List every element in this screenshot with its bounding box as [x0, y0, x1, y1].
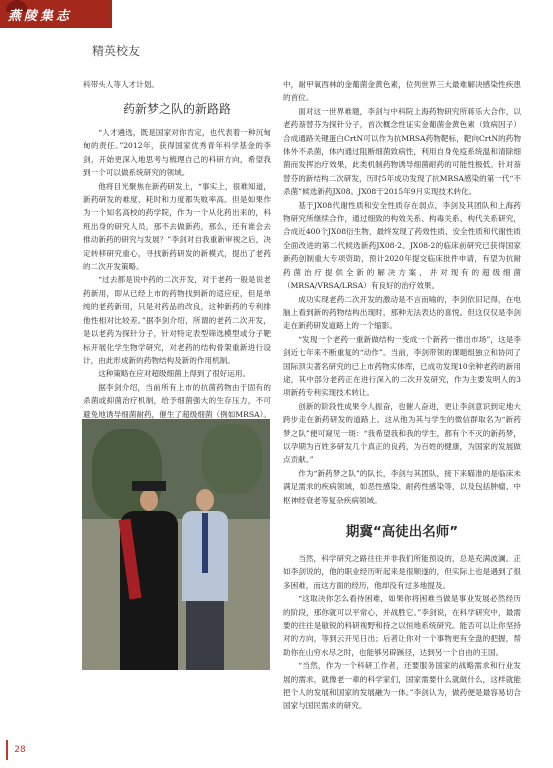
graduate-cap: [132, 481, 166, 491]
professor-tie: [202, 513, 208, 573]
graduate-head: [140, 489, 158, 511]
paragraph: 中，耐甲氧西林的金葡菌金黄色素，位列世界三大最难解决感染性疾患的首位。: [283, 80, 521, 103]
logo-text: 燕陵集志: [8, 9, 73, 24]
left-column: [83, 126, 271, 434]
paragraph: “当然，作为一个科研工作者，还要服务国家的战略需求和行业发展的需求，就像老一辈的科学家们，国家需要什么就做什么，这样就能把个人的发展和国家的发展融为一体。”李剑认为，做药便是最容易切合国家与国民需求的研究。: [283, 661, 521, 711]
paragraph: 成功实现老药二次开发的激动是不言而喻的，李剑依旧记得，在电脑上看到新的药物结构出现时，那种无法表达的喜悦。但这仅仅是李剑走在新药研发道路上的一个缩影。: [283, 294, 521, 331]
section-title: 精英校友: [92, 44, 141, 58]
tree-shape: [202, 424, 262, 494]
page-number: 28: [6, 740, 32, 760]
paragraph: “人才遴选，既是国家对你肯定，也代表着一种沉甸甸的责任。”2012年，获得国家优秀青年科学基金的李剑，开始更深入地思考与梳理自己的科研方向，希望我到一个可以做系统研究的领域。: [83, 128, 271, 178]
paragraph: 这种策略在应对超级细菌上得到了很好运用。: [98, 369, 251, 379]
right-column-lower: [283, 552, 521, 713]
graduation-photo: [82, 419, 270, 670]
paragraph: 面对这一世界难题，李剑与中科院上海药物研究所蒋乐大合作，以老药萘替芬为探针分子，首次概念性证实金葡菌金黄色素（致病因子）合成通路关键蛋白CrtN可以作为抗MRSA药物靶标，靶向CrtN的药物体外不杀菌，体内通过阻断细菌致病性，利用自身免疫系统温和清除细菌而发挥治疗效果，此类机制药物诱导细菌耐药的可能性极低。针对萘替芬的新结构二次研发，历时5年成功发现了抗MRSA感染的第一代“不杀菌”候选新药JX08。JX08于2015年9月实现技术转化。: [283, 106, 521, 197]
subheading-new-path: 药新梦之队的新路路: [122, 102, 231, 116]
right-column: [283, 78, 521, 507]
paragraph: “过去都是说中药的二次开发，对于老药一般是说老药新用，即从已经上市的药物找到新的适应症，但是单纯的老药新用，只是对药品的改良，这种新药的专利排他性相对比较差。”据李剑介绍，所谓的老药二次开发，是以老药为探针分子，针对特定表型筛选模型或分子靶标开展化学生物学研究，对老药的结构骨架重新进行设计，由此形成新的药物结构及新的作用机制。: [83, 275, 271, 365]
professor-pants: [186, 601, 224, 670]
paragraph: 据李剑介绍，当前所有上市的抗菌药物由于固有的杀菌或抑菌治疗机制，给予细菌强大的生存压力，不可避免地诱导细菌耐药，催生了超级细菌（例如MRSA）。: [83, 382, 271, 419]
professor-head: [196, 489, 214, 511]
paragraph: “这取决你怎么看待困难，如果你将困难当做是事业发展必然经历的阶段，那你就可以平常心，并战胜它。”李剑说，在科学研究中，最需要的往往是敏锐的科研视野和持之以恒地系统研究。能否可以让你坚持对的方向，等到云开见日出；后者让你对一个事物更有全盘的把握，帮助你在山穷水尽之时，也能够另辟蹊径，达到另一个自由的王国。: [283, 594, 521, 657]
magazine-logo: [0, 0, 112, 28]
paragraph: 科带头人等人才计划。: [83, 80, 159, 89]
paragraph: 当然，科学研究之路往往并非我们所能预设的，总是充满波澜。正如李剑说的，他的职业经历听起来是很顺遂的，但实际上也是遇到了很多困难，而这方面的经历，他却没有过多地提及。: [283, 554, 521, 590]
paragraph: 基于JX08代谢性质和安全性质存在弱点，李剑及其团队和上海药物研究所继续合作，通过细致的构效关系、构毒关系、构代关系研究，合成近400个JX08衍生物，最终发现了药效性质、安全性质和代谢性质全面改进的第二代候选新药JX08-2。JX08-2的临床前研究已获得国家新药创制重大专项资助，预计2020年提交临床批件申请，有望为抗耐药菌治疗提供全新的解决方案，并对现有的超级细菌（MRSA/VRSA/LRSA）有良好的治疗效果。: [283, 200, 521, 291]
paragraph: 创新的阶段性成果令人振奋，也催人奋进，更让李剑意识到定地大跨步走在新药研发的道路上。这从他为其与学生的微信群取名为“新药梦之队”便可窥见一斑：“我希望我和我的学生，都有个不灭的新药梦，以孕期为百姓多研发几个真正的良药，为百姓的健康，为国家的发展做点贡献。”: [283, 401, 521, 465]
heading-mentor: 期冀“高徒出名师”: [345, 524, 459, 540]
paragraph: “发现一个老药一重新做结构一变成一个新药一推出市场”，这是李剑近七年来不断重复的“动作”。当前，李剑带领的课题组独立和协同了国际顶尖著名研究的已上市药物实体库，已成功发现10余种老药的新用途，其中部分老药正在进行深入的二次开发研究，作为主要发明人的3项新药专利实现技术转让。: [283, 334, 521, 398]
paragraph: 作为“新药梦之队”的队长，李剑与其团队，接下来瞄准的是临床未满足需求的疾病领域，如恶性感染、耐药性感染等，以及包括肿瘤、中枢神经衰老等复杂疾病领域。: [283, 468, 521, 505]
left-column-intro: [83, 78, 271, 91]
paragraph: 他将目光聚焦在新药研发上，“事实上，很难知道，新药研发的难度、耗时和力度都失败率高。但是如果作为一个知名高校的药学院，作为一个从化药出来的，科班出身的研究人员，那不去做新药，那么，还有谁会去推动新药的研究与发展？”李剑对自我重新审视之后，决定转移研究重心，寻找新药研发的新模式，提出了老药的二次开发策略。: [83, 181, 271, 272]
